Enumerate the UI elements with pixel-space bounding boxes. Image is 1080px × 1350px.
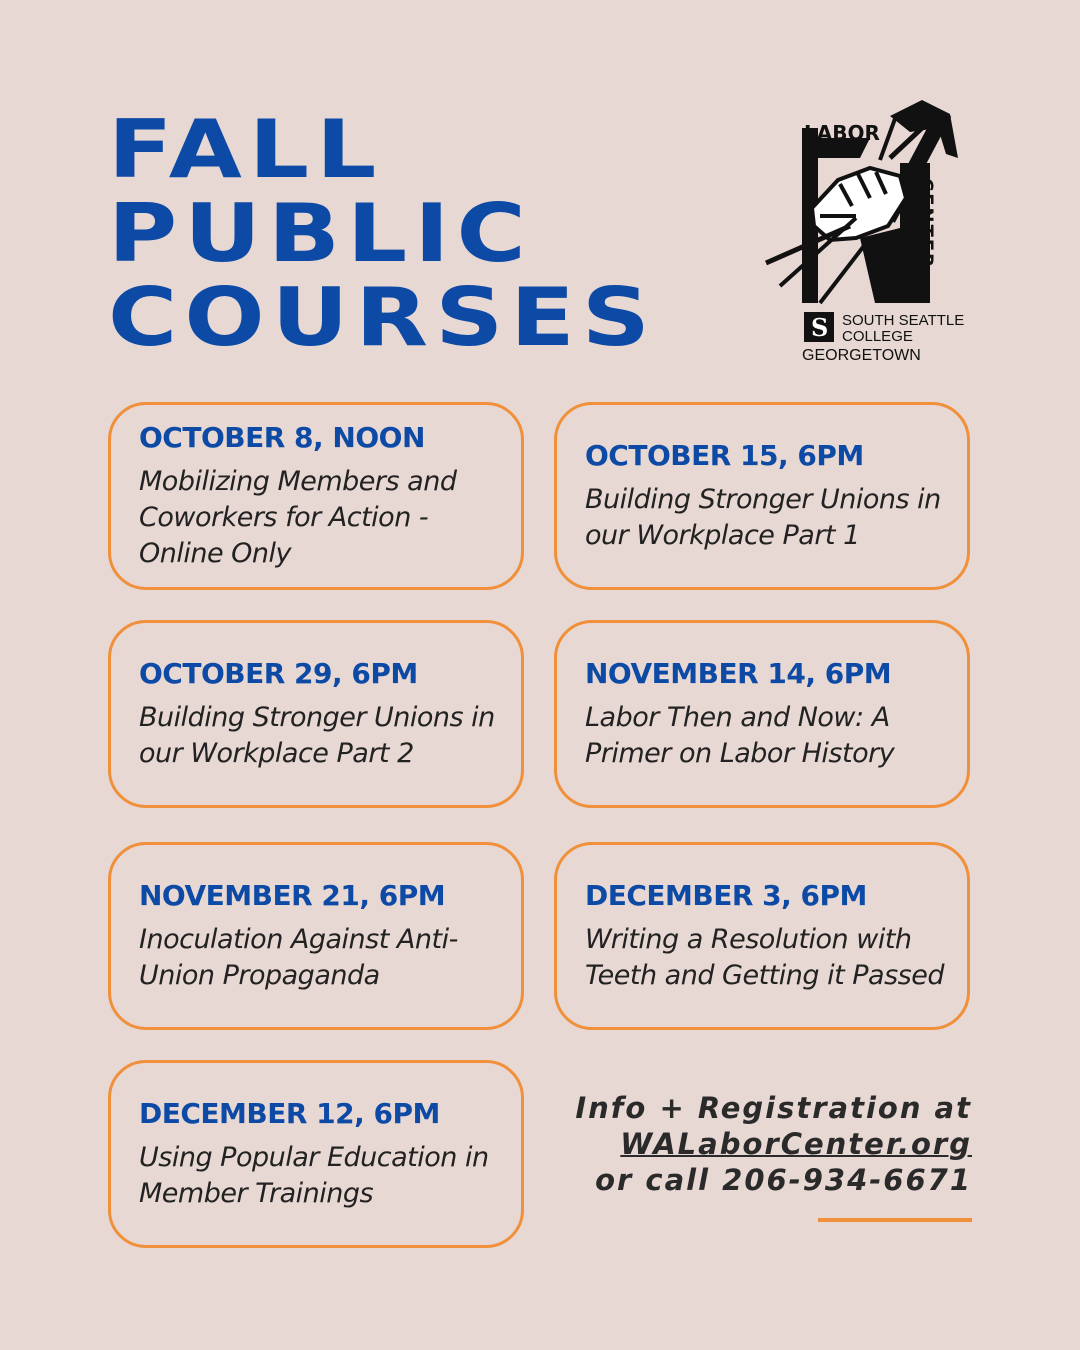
- svg-text:S: S: [811, 313, 829, 342]
- course-description: Inoculation Against Anti-Union Propaganda: [139, 923, 458, 991]
- course-description: Labor Then and Now: A Primer on Labor History: [585, 701, 895, 769]
- course-description: Mobilizing Members and Coworkers for Action - Online Only: [139, 465, 457, 569]
- registration-info: [575, 1090, 972, 1198]
- labor-center-logo: [760, 98, 975, 368]
- logo-college-line-2: COLLEGE: [842, 328, 913, 345]
- info-line-1: Info + Registration at: [575, 1091, 972, 1125]
- course-card: [108, 402, 524, 590]
- website-link[interactable]: WALaborCenter.org: [620, 1127, 972, 1161]
- title-line-3: COURSES: [108, 271, 657, 364]
- course-date: NOVEMBER 14, 6PM: [585, 656, 892, 690]
- title-line-1: FALL: [108, 103, 384, 196]
- course-card: [554, 402, 970, 590]
- course-date: DECEMBER 12, 6PM: [139, 1096, 440, 1130]
- course-description: Building Stronger Unions in our Workplace Part 2: [139, 701, 495, 769]
- course-date: DECEMBER 3, 6PM: [585, 878, 867, 912]
- course-card: [554, 842, 970, 1030]
- course-description: Writing a Resolution with Teeth and Getting it Passed: [585, 923, 944, 991]
- page-title: [108, 103, 657, 364]
- logo-college-line-1: SOUTH SEATTLE: [842, 312, 965, 329]
- course-date: OCTOBER 8, NOON: [139, 420, 425, 454]
- course-card: [108, 1060, 524, 1248]
- course-card: [108, 842, 524, 1030]
- info-phone-line: or call 206-934-6671: [595, 1163, 972, 1197]
- course-date: OCTOBER 29, 6PM: [139, 656, 418, 690]
- course-description: Using Popular Education in Member Trainings: [139, 1141, 489, 1209]
- logo-campus: GEORGETOWN: [802, 347, 921, 364]
- logo-word-center: CENTER: [915, 178, 937, 270]
- course-card: [108, 620, 524, 808]
- course-date: OCTOBER 15, 6PM: [585, 438, 864, 472]
- accent-divider: [818, 1218, 972, 1222]
- course-description: Building Stronger Unions in our Workplace Part 1: [585, 483, 941, 551]
- course-date: NOVEMBER 21, 6PM: [139, 878, 446, 912]
- course-card: [554, 620, 970, 808]
- logo-word-labor: LABOR: [804, 121, 880, 145]
- title-line-2: PUBLIC: [108, 187, 533, 280]
